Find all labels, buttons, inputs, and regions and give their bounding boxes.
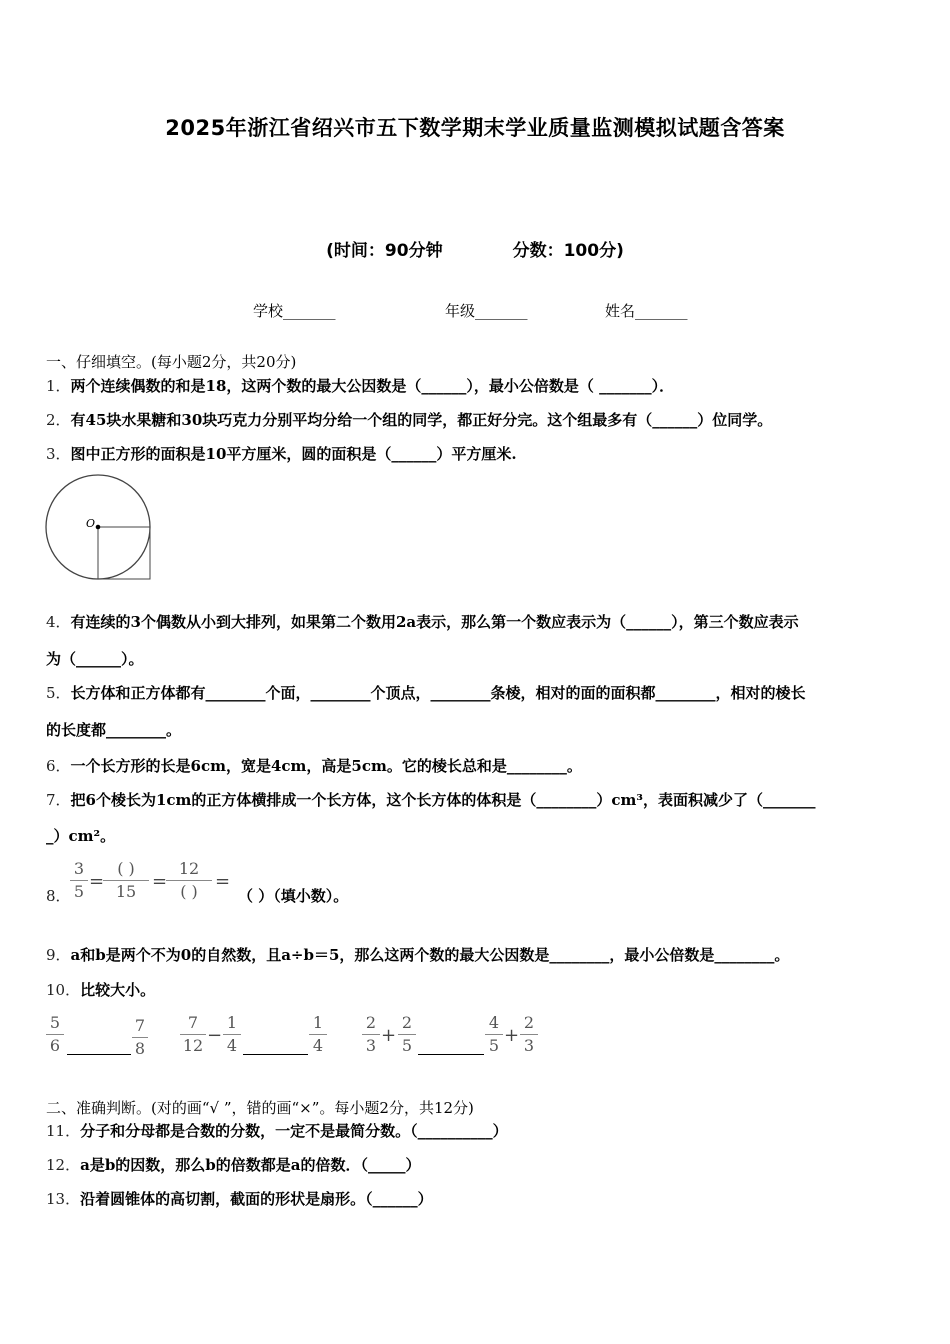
question-number: 2． (46, 411, 71, 429)
center-label: O (86, 517, 96, 530)
question-text: （ ）（填小数）。 (238, 887, 349, 905)
exam-time-score (0, 236, 950, 261)
q10-c2-fraction-a (180, 1013, 206, 1056)
q8-tail (238, 887, 348, 905)
q10-c2-answer-blank[interactable] (243, 1054, 308, 1055)
q10-c3-fraction-a (362, 1013, 380, 1056)
q10-c3-answer-blank[interactable] (418, 1054, 484, 1055)
denominator: 4 (226, 1036, 238, 1055)
question-number: 1． (46, 377, 71, 395)
q8-equals-3: = (215, 871, 231, 892)
denominator: 3 (365, 1036, 377, 1055)
question-text: 为（______）。 (46, 650, 144, 668)
question-number: 8． (46, 887, 71, 905)
numerator: 7 (187, 1013, 199, 1032)
question-8-number (46, 887, 71, 905)
denominator: 6 (49, 1036, 61, 1055)
numerator: 2 (523, 1013, 535, 1032)
question-number: 3． (46, 445, 71, 463)
question-4-line-2 (46, 650, 144, 668)
q8-fraction-1 (70, 859, 88, 902)
square-shape (98, 527, 150, 579)
exam-time: (时间：90分钟 (326, 241, 443, 261)
numerator: 5 (49, 1013, 61, 1032)
denominator: 3 (523, 1036, 535, 1055)
question-text: 的长度都________。 (46, 721, 182, 739)
denominator: 5 (73, 882, 85, 901)
denominator: 4 (312, 1036, 324, 1055)
q10-c1-answer-blank[interactable] (67, 1054, 131, 1055)
q10-c3-fraction-d (520, 1013, 538, 1056)
question-3 (46, 445, 517, 463)
question-9 (46, 946, 789, 964)
numerator: 3 (73, 859, 85, 878)
q10-c1-left-fraction (46, 1013, 64, 1056)
numerator: 12 (178, 859, 200, 878)
numerator: ( ) (117, 859, 135, 878)
question-number: 12． (46, 1156, 81, 1174)
denominator: 12 (182, 1036, 204, 1055)
question-6 (46, 757, 582, 775)
exam-score: 分数：100分) (512, 241, 624, 261)
denominator: 5 (488, 1036, 500, 1055)
question-text: 有连续的3个偶数从小到大排列，如果第二个数用2a表示，那么第一个数应表示为（______），第三个数应表示 (70, 613, 799, 631)
denominator: 5 (401, 1036, 413, 1055)
section-2-heading: 二、准确判断。(对的画“√ ”，错的画“×”。每小题2分，共12分) (46, 1099, 474, 1117)
q8-fraction-3 (166, 859, 212, 902)
question-7-line-1 (46, 791, 816, 809)
question-text: _）cm²。 (46, 827, 116, 845)
question-number: 10． (46, 981, 81, 999)
q10-c3-fraction-b (398, 1013, 416, 1056)
q10-c1-right-fraction (132, 1016, 148, 1059)
numerator: 2 (365, 1013, 377, 1032)
denominator: 15 (115, 882, 137, 901)
numerator: 2 (401, 1013, 413, 1032)
circle-square-figure (40, 472, 158, 584)
school-field: 学校_______ (253, 302, 336, 320)
question-number: 11． (46, 1122, 81, 1140)
numerator: 1 (312, 1013, 324, 1032)
q10-c2-minus: − (207, 1025, 223, 1046)
question-13 (46, 1190, 433, 1208)
question-text: 长方体和正方体都有________个面，________个顶点，________条棱，相对的面的面积都________，相对的棱长 (70, 684, 806, 702)
question-text: 两个连续偶数的和是18，这两个数的最大公因数是（______），最小公倍数是（ _______）． (70, 377, 675, 395)
center-point (96, 525, 101, 530)
denominator: 8 (134, 1039, 146, 1058)
numerator: 7 (134, 1016, 146, 1035)
question-text: 一个长方形的长是6cm，宽是4cm，高是5cm。它的棱长总和是________。 (70, 757, 582, 775)
question-number: 4． (46, 613, 71, 631)
question-text: a和b是两个不为0的自然数，且a÷b＝5，那么这两个数的最大公因数是________，最小公倍数是________。 (70, 946, 790, 964)
q8-equals-1: = (89, 871, 105, 892)
question-11 (46, 1122, 508, 1140)
question-7-line-2 (46, 827, 115, 845)
numerator: 1 (226, 1013, 238, 1032)
q10-c3-plus-2: + (504, 1025, 520, 1046)
question-number: 7． (46, 791, 71, 809)
question-number: 5． (46, 684, 71, 702)
name-field: 姓名_______ (605, 302, 688, 320)
q10-c3-plus-1: + (381, 1025, 397, 1046)
q10-c3-fraction-c (485, 1013, 503, 1056)
q8-equals-2: = (152, 871, 168, 892)
denominator: ( ) (180, 882, 198, 901)
question-text: 图中正方形的面积是10平方厘米，圆的面积是（______）平方厘米. (70, 445, 517, 463)
question-text: 把6个棱长为1cm的正方体横排成一个长方体，这个长方体的体积是（________）cm³，表面积减少了（_______ (70, 791, 816, 809)
page-title: 2025年浙江省绍兴市五下数学期末学业质量监测模拟试题含答案 (165, 116, 785, 140)
question-text: 分子和分母都是合数的分数，一定不是最简分数。（__________） (80, 1122, 508, 1140)
question-number: 13． (46, 1190, 81, 1208)
question-number: 6． (46, 757, 71, 775)
question-10 (46, 981, 155, 999)
question-5-line-1 (46, 684, 806, 702)
q8-fraction-2 (103, 859, 149, 902)
question-4-line-1 (46, 613, 799, 631)
question-text: 比较大小。 (80, 981, 156, 999)
question-5-line-2 (46, 721, 181, 739)
question-1 (46, 377, 674, 395)
numerator: 4 (488, 1013, 500, 1032)
question-12 (46, 1156, 421, 1174)
question-text: 沿着圆锥体的高切割，截面的形状是扇形。（______） (80, 1190, 433, 1208)
q10-c2-fraction-c (309, 1013, 327, 1056)
section-1-heading: 一、仔细填空。(每小题2分，共20分) (46, 353, 297, 371)
question-text: 有45块水果糖和30块巧克力分别平均分给一个组的同学，都正好分完。这个组最多有（______）位同学。 (70, 411, 773, 429)
question-2 (46, 411, 772, 429)
grade-field: 年级_______ (445, 302, 528, 320)
q10-c2-fraction-b (223, 1013, 241, 1056)
question-text: a是b的因数，那么b的倍数都是a的倍数．（_____） (80, 1156, 421, 1174)
question-number: 9． (46, 946, 71, 964)
